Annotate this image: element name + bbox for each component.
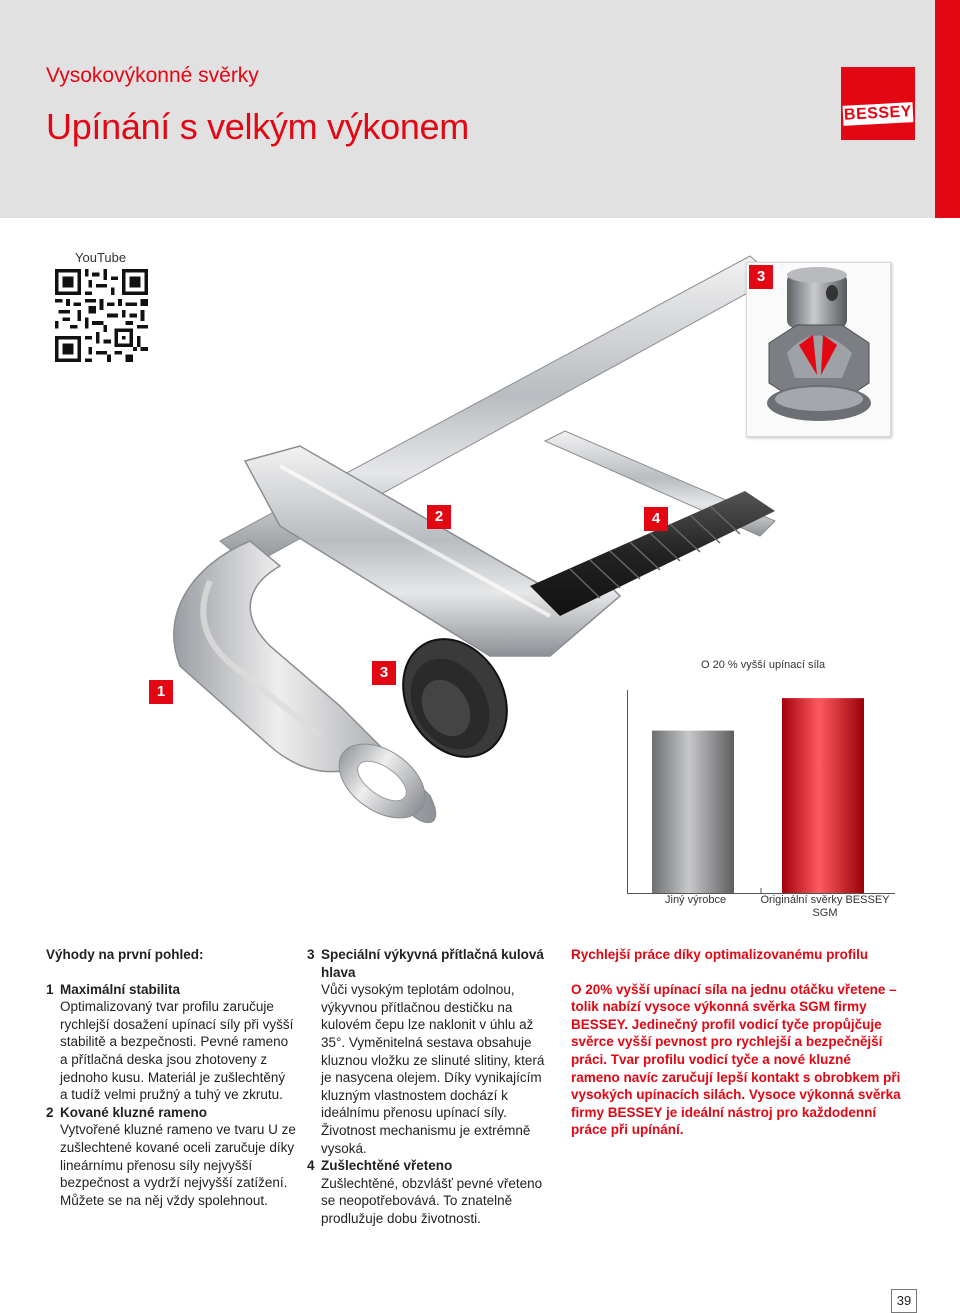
bar-bessey-sgm [782,698,864,893]
feature-title: Maximální stabilita [60,981,181,997]
callout-badge-1: 1 [149,680,173,704]
advantages-heading: Výhody na první pohled: [46,947,204,962]
feature-text: Vytvořené kluzné rameno ve tvaru U ze zušlechtené kované oceli zaručuje díky lineárnímu přenosu síly nejvyšší bezpečnost a vydrží nejvyšší zatížení. Můžete se na něj vždy spolehnout. [60,1122,296,1208]
feature-title: Kované kluzné rameno [60,1104,208,1120]
page-kicker: Vysokovýkonné svěrky [46,64,259,87]
feature-item-3 [307,946,557,1157]
brand-strip [935,0,960,218]
callout-badge-4: 4 [644,507,668,531]
right-column [571,946,901,1139]
feature-title: Zušlechtěné vřeteno [321,1158,453,1174]
ball-joint-inset [746,262,891,437]
feature-number: 3 [307,947,315,962]
feature-number: 4 [307,1158,315,1174]
feature-item-2 [46,1104,296,1210]
chart-x-label-2: Originální svěrky BESSEY SGM [760,894,890,919]
feature-item-4 [307,1157,557,1227]
feature-item-1 [46,981,296,1104]
profile-heading: Rychlejší práce díky optimalizovanému profilu [571,947,869,962]
inset-badge-3: 3 [749,265,773,289]
feature-text: Zušlechtěné, obzvlášť pevné vřeteno se neopotřebovává. To znatelně prodlužuje dobu životnosti. [321,1175,543,1226]
left-column [46,946,296,1209]
qr-code-icon[interactable] [55,269,148,362]
feature-text: Optimalizovaný tvar profilu zaručuje rychlejší dosažení upínací síly při vyšší stabilitě a bezpečnosti. Pevné rameno a přítlačná deska jsou zhotoveny z jednoho kusu. Materiál je zušlechtěný a tudíž velmi pružný a tuhý ve zkrutu. [60,999,294,1103]
feature-number: 1 [46,981,54,997]
feature-text: Vůči vysokým teplotám odolnou, výkyvnou přítlačnou destičku na kulovém čepu lze naklonit v úhlu až 35°. Vyměnitelná sestava obsahuje kluznou vložku ze slinuté slitiny, která je nasycena olejem. Díky vynikajícím kluzným vlastnostem dochází k ideálnímu přenosu upínací síly. Životnost mechanismu je extrémně vysoká. [321,982,545,1156]
chart-title: O 20 % vyšší upínací síla [701,659,826,671]
middle-column [307,946,557,1228]
chart-x-label-1: Jiný výrobce [665,894,727,906]
page-title: Upínání s velkým výkonem [46,106,469,147]
page-number: 39 [891,1289,917,1313]
youtube-label: YouTube [75,250,127,265]
force-comparison-chart [627,690,895,896]
logo-text: BESSEY [843,102,914,126]
feature-title: Speciální výkyvná přítlačná kulová hlava [321,947,544,980]
profile-text: O 20% vyšší upínací síla na jednu otáčku vřetene – tolik nabízí vysoce výkonná svěrka SGM firmy BESSEY. Jedinečný profil vodicí tyče propůjčuje svěrce vyšší pevnost pro rychlejší a bezpečnější práci. Tvar profilu vodicí tyče a nové kluzné rameno navíc zaručují lepší kontakt s obrobkem při vysokých upínacích silách. Vysoce výkonná svěrka firmy BESSEY je ideální nástroj pro každodenní práce při upínání. [571,981,901,1138]
bar-jiny-vyrobce [652,731,734,893]
callout-badge-3: 3 [372,661,396,685]
bessey-logo [841,67,915,140]
callout-badge-2: 2 [427,505,451,529]
feature-number: 2 [46,1104,54,1120]
